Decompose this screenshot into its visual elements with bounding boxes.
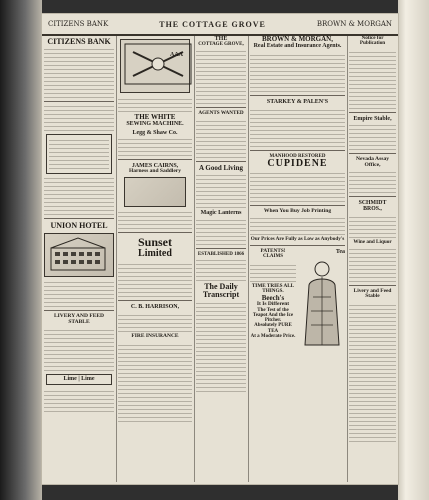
- tea-man-illustration: [299, 255, 345, 353]
- divider: [250, 150, 345, 151]
- cupidene-title: CUPIDENE: [267, 158, 328, 170]
- divider: [118, 159, 192, 160]
- livery-title: LIVERY AND FEED STABLE: [53, 312, 105, 325]
- real-estate-title: Real Estate and Insurance Agents.: [253, 43, 342, 50]
- notice-title: Notice for Publication: [359, 36, 386, 47]
- livery-text: [44, 327, 114, 371]
- sewing-title: THE WHITE: [134, 113, 176, 121]
- column-rule-3: [248, 36, 249, 482]
- column-1: [44, 36, 114, 482]
- divider: [44, 310, 114, 311]
- masthead-center: THE COTTAGE GROVE: [159, 19, 266, 29]
- divider: [349, 196, 396, 197]
- right-page-edge: [398, 0, 429, 500]
- time-tries-title: TIME TRIES ALL THINGS.: [251, 282, 295, 295]
- manhood-title: MANHOOD RESTORED: [269, 153, 326, 159]
- good-living-title: A Good Living: [199, 164, 243, 172]
- hotel-text: [44, 279, 114, 307]
- column-3: [196, 36, 246, 482]
- established-text: [196, 259, 246, 281]
- good-living-text: [196, 174, 246, 208]
- divider: [349, 153, 396, 154]
- union-hotel-title: UNION HOTEL: [50, 221, 108, 231]
- assay-text: [349, 171, 396, 193]
- sunset-title: Sunset: [137, 235, 172, 249]
- top-display-ad: [120, 39, 190, 93]
- tea-section: [250, 249, 345, 353]
- claims-title: CLAIMS: [262, 254, 283, 260]
- sunset-text: [118, 261, 192, 297]
- transcript-text: [196, 302, 246, 392]
- daily-transcript: The Daily Transcript: [202, 281, 240, 300]
- cottage-text: [196, 50, 246, 104]
- cottage-subtitle: COTTAGE GROVE,: [198, 42, 244, 48]
- hotel-building-icon: [45, 234, 111, 276]
- ad-text-1: [44, 105, 114, 131]
- bank-details: [44, 68, 114, 98]
- legg-shaw-title: Legg & Shaw Co.: [132, 129, 178, 136]
- tea-left: [250, 249, 296, 353]
- page-content: [42, 14, 398, 484]
- column-rule-4: [347, 36, 348, 482]
- cupidene-text: [250, 172, 345, 202]
- real-estate-text: [250, 52, 345, 92]
- insurance-title: FIRE INSURANCE: [131, 333, 179, 340]
- bank-title: CITIZENS BANK: [47, 37, 111, 46]
- masthead-left: CITIZENS BANK: [48, 20, 109, 28]
- wine-text: [349, 248, 396, 282]
- harness-text: [118, 209, 192, 229]
- assay-office-title: Nevada Assay Office,: [355, 156, 390, 169]
- prices-title: Our Prices Are Fully as Low as Anybody's: [250, 235, 345, 242]
- bank-text: [44, 48, 114, 66]
- agents-text: [196, 118, 246, 158]
- tea-word: Tea: [335, 249, 345, 255]
- job-printing-text: [250, 217, 345, 235]
- magic-lanterns-text: [196, 219, 246, 245]
- harness-title: Harness and Saddlery: [129, 168, 181, 175]
- masthead: [42, 14, 398, 36]
- boxed-ad-1: [46, 134, 112, 174]
- divider: [196, 161, 246, 162]
- livery-feed-text: [349, 302, 396, 442]
- column-4: [250, 36, 345, 482]
- sunset-subtitle: Limited: [138, 247, 172, 259]
- brown-morgan-title: BROWN & MORGAN,: [262, 36, 333, 43]
- aaa-text: [118, 96, 192, 112]
- schmidt-text: [349, 214, 396, 238]
- column-2: [118, 36, 192, 482]
- notice-text: [349, 49, 396, 109]
- harrison-title: C. B. HARRISON,: [130, 304, 180, 311]
- column-5: [349, 36, 396, 482]
- divider: [44, 101, 114, 102]
- left-page-edge: [0, 0, 42, 500]
- divider: [250, 245, 345, 246]
- magic-lanterns-title: Magic Lanterns: [200, 210, 242, 217]
- divider: [250, 205, 345, 206]
- established-label: ESTABLISHED 1866: [197, 251, 245, 257]
- patents-text: [250, 262, 296, 282]
- hotel-illustration: [44, 233, 114, 277]
- masthead-right: BROWN & MORGAN: [316, 20, 392, 28]
- insurance-text: [118, 342, 192, 422]
- beech-title: Beech's: [261, 293, 285, 302]
- it-is-different: It Is Different: [256, 300, 290, 307]
- saddle-illustration: [124, 177, 186, 207]
- boxed-ad-text: [49, 139, 109, 169]
- cottage-title: THE: [214, 36, 228, 42]
- footer-text: [44, 388, 114, 412]
- lime-label: Lime | Lime: [63, 376, 95, 383]
- starkey-text: [250, 107, 345, 147]
- livery-feed-title: Livery and Feed Stable: [353, 287, 392, 300]
- divider: [349, 112, 396, 113]
- patents-title: PATENTS!: [260, 248, 286, 254]
- ad-text-2: [44, 177, 114, 215]
- aaa-title: AAA: [170, 52, 183, 58]
- divider: [196, 248, 246, 249]
- teapot-test: The Test of the Teapot And the Ice Pitcher.: [252, 307, 294, 324]
- job-printing-title: When You Buy Job Printing: [263, 207, 332, 214]
- absolutely-pure: Absolutely PURE TEA: [254, 323, 292, 334]
- divider: [196, 107, 246, 108]
- divider: [250, 95, 345, 96]
- moderate-price: At a Moderate Price.: [250, 333, 296, 339]
- wine-title: Wine and Liquor: [353, 239, 392, 246]
- empire-stable-title: Empire Stable,: [353, 115, 392, 122]
- divider: [118, 300, 192, 301]
- divider: [118, 232, 192, 233]
- sewing-subtitle: SEWING MACHINE.: [126, 121, 184, 128]
- lime-box: [46, 374, 112, 384]
- newspaper-page: [42, 14, 398, 484]
- james-cairns: JAMES CAIRNS,: [131, 162, 179, 169]
- harrison-text: [118, 312, 192, 332]
- column-rule-1: [116, 36, 117, 482]
- divider: [44, 218, 114, 219]
- column-rule-2: [194, 36, 195, 482]
- cutlery-ad-illustration: [123, 42, 192, 86]
- schmidt-title: SCHMIDT BROS.,: [358, 199, 387, 212]
- divider: [349, 285, 396, 286]
- tea-right: [299, 249, 345, 353]
- agents-title: AGENTS WANTED: [198, 109, 244, 116]
- empire-text: [349, 124, 396, 150]
- sewing-text: [118, 138, 192, 156]
- starkey-title: STARKEY & PALEN'S: [266, 98, 329, 105]
